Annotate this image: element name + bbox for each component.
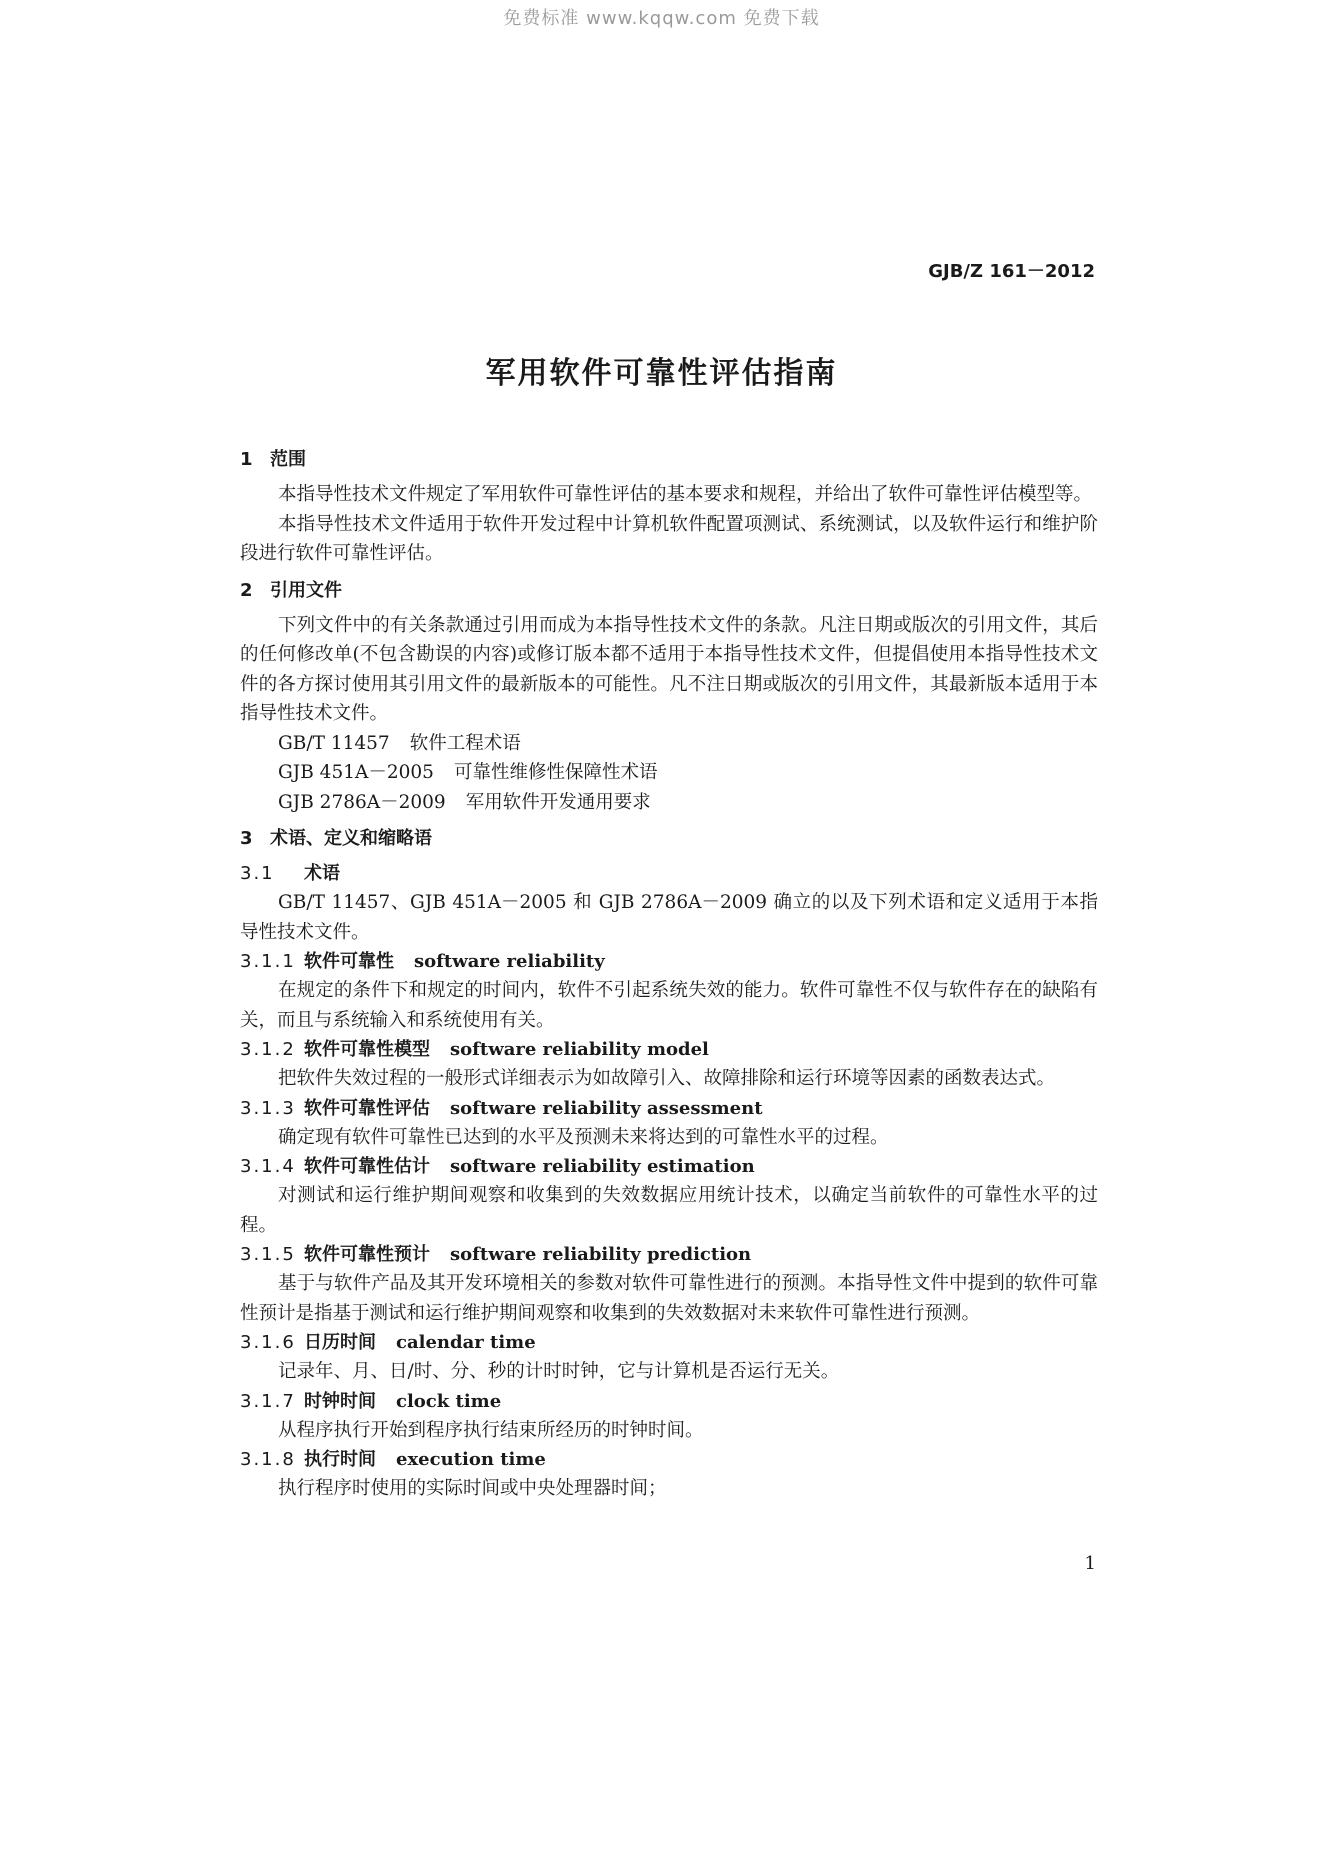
paragraph: 本指导性技术文件规定了军用软件可靠性评估的基本要求和规程，并给出了软件可靠性评估模型等。: [278, 484, 1093, 505]
term-heading: [240, 1094, 1098, 1123]
section-number: 3: [240, 828, 253, 849]
term-en: software reliability estimation: [450, 1156, 755, 1177]
term-number: 3.1.2: [240, 1039, 296, 1060]
term-number: 3.1.1: [240, 951, 296, 972]
term-definition: 在规定的条件下和规定的时间内，软件不引起系统失效的能力。软件可靠性不仅与软件存在的缺陷有关，而且与系统输入和系统使用有关。: [240, 980, 1098, 1031]
term-cn: 日历时间: [304, 1332, 376, 1353]
term-en: clock time: [396, 1390, 502, 1412]
term-definition: 对测试和运行维护期间观察和收集到的失效数据应用统计技术，以确定当前软件的可靠性水平的过程。: [240, 1185, 1098, 1236]
subsection-number: 3.1: [240, 863, 275, 884]
paragraph: 本指导性技术文件适用于软件开发过程中计算机软件配置项测试、系统测试，以及软件运行和维护阶段进行软件可靠性评估。: [240, 513, 1098, 564]
subsection-title: 术语: [304, 863, 340, 884]
term-cn: 软件可靠性评估: [304, 1097, 430, 1119]
page-number: 1: [1084, 1553, 1096, 1574]
term-en: software reliability assessment: [450, 1097, 763, 1119]
term-heading: [240, 1445, 1098, 1474]
reference-code: GB/T 11457: [278, 732, 390, 754]
term-en: software reliability prediction: [450, 1244, 752, 1265]
section-title: 术语、定义和缩略语: [270, 828, 432, 849]
reference-item: [240, 729, 1098, 759]
reference-item: [240, 788, 1098, 818]
reference-name: 可靠性维修性保障性术语: [453, 762, 658, 783]
reference-code: GJB 451A－2005: [278, 762, 434, 783]
watermark: 免费标准 www.kqqw.com 免费下载: [503, 8, 820, 29]
term-cn: 软件可靠性预计: [304, 1244, 430, 1265]
term-cn: 软件可靠性模型: [304, 1039, 430, 1060]
document-code: GJB/Z 161－2012: [928, 261, 1095, 282]
term-number: 3.1.5: [240, 1244, 296, 1265]
term-number: 3.1.4: [240, 1156, 296, 1177]
section-heading-3: [240, 825, 1098, 853]
term-definition: 确定现有软件可靠性已达到的水平及预测未来将达到的可靠性水平的过程。: [278, 1126, 889, 1148]
term-cn: 时钟时间: [304, 1390, 376, 1412]
term-en: software reliability: [414, 951, 605, 972]
term-number: 3.1.3: [240, 1097, 296, 1119]
term-cn: 软件可靠性: [304, 951, 394, 972]
term-number: 3.1.8: [240, 1449, 296, 1470]
term-number: 3.1.7: [240, 1390, 296, 1412]
paragraph: GB/T 11457、GJB 451A－2005 和 GJB 2786A－2009 确立的以及下列术语和定义适用于本指导性技术文件。: [240, 892, 1098, 943]
term-definition: 基于与软件产品及其开发环境相关的参数对软件可靠性进行的预测。本指导性文件中提到的软件可靠性预计是指基于测试和运行维护期间观察和收集到的失效数据对未来软件可靠性进行预测。: [240, 1273, 1098, 1324]
term-en: execution time: [396, 1449, 546, 1470]
term-en: calendar time: [396, 1332, 536, 1353]
reference-item: [240, 758, 1098, 788]
term-heading: [240, 1387, 1098, 1416]
section-title: 范围: [270, 449, 306, 470]
term-definition: 记录年、月、日/时、分、秒的计时时钟，它与计算机是否运行无关。: [278, 1361, 840, 1382]
term-number: 3.1.6: [240, 1332, 296, 1353]
term-heading: [240, 947, 1098, 976]
section-heading-2: [240, 577, 1098, 605]
term-definition: 从程序执行开始到程序执行结束所经历的时钟时间。: [278, 1419, 704, 1441]
section-number: 1: [240, 449, 253, 470]
reference-name: 军用软件开发通用要求: [465, 791, 651, 813]
term-heading: [240, 1035, 1098, 1064]
page-title: 军用软件可靠性评估指南: [485, 356, 838, 391]
document-body: [240, 442, 1098, 1504]
reference-name: 软件工程术语: [409, 732, 521, 754]
subsection-heading-3-1: [240, 859, 1098, 888]
term-heading: [240, 1152, 1098, 1181]
term-definition: 执行程序时使用的实际时间或中央处理器时间；: [278, 1478, 667, 1499]
section-number: 2: [240, 579, 253, 601]
term-en: software reliability model: [450, 1039, 709, 1060]
term-cn: 软件可靠性估计: [304, 1156, 430, 1177]
term-cn: 执行时间: [304, 1449, 376, 1470]
term-heading: [240, 1240, 1098, 1269]
term-definition: 把软件失效过程的一般形式详细表示为如故障引入、故障排除和运行环境等因素的函数表达式。: [278, 1068, 1056, 1089]
section-title: 引用文件: [270, 579, 342, 601]
paragraph: 下列文件中的有关条款通过引用而成为本指导性技术文件的条款。凡注日期或版次的引用文件，其后的任何修改单(不包含勘误的内容)或修订版本都不适用于本指导性技术文件，但提倡使用本指导性技术文件的各方探讨使用其引用文件的最新版本的可能性。凡不注日期或版次的引用文件，其最新版本适用于本指导性技术文件。: [240, 614, 1098, 724]
term-heading: [240, 1328, 1098, 1357]
reference-code: GJB 2786A－2009: [278, 791, 446, 813]
section-heading-1: [240, 446, 1098, 474]
